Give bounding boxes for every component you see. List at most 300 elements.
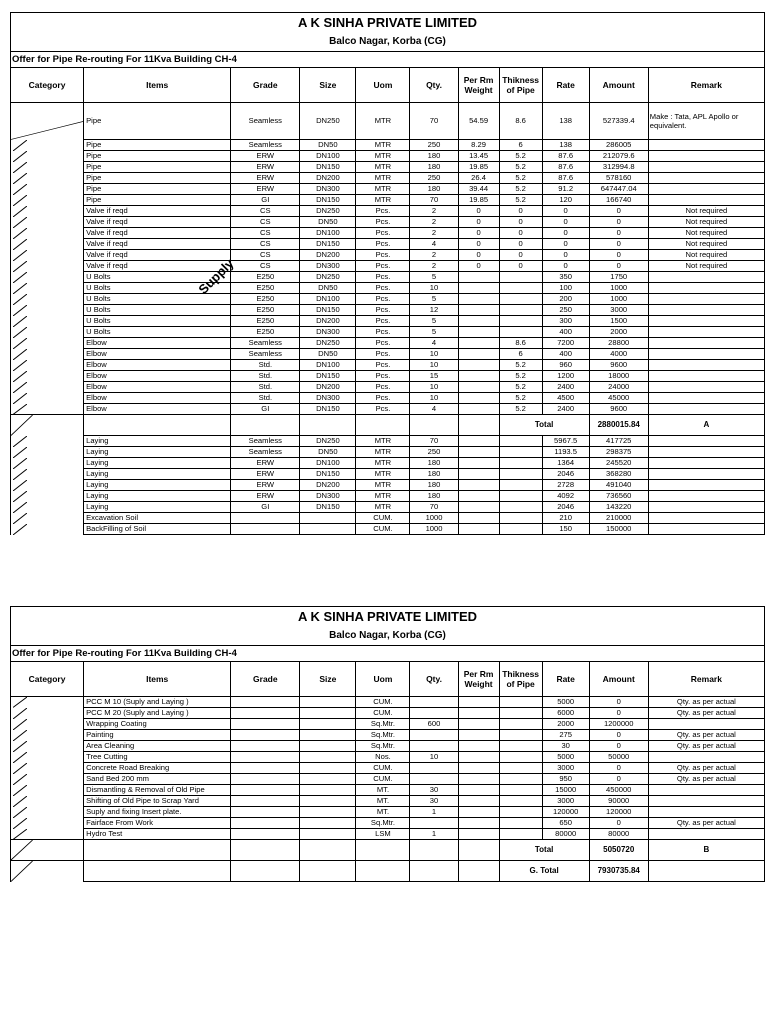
category-cell	[11, 415, 84, 436]
table-row	[11, 807, 765, 818]
items-cell: Shifting of Old Pipe to Scrap Yard	[84, 796, 231, 807]
thickness-cell	[499, 458, 542, 469]
amount-cell: 45000	[589, 393, 648, 404]
amount-cell: 647447.04	[589, 184, 648, 195]
rate-cell: 210	[542, 513, 589, 524]
slash-mark-icon	[13, 217, 27, 228]
rate-cell: 3000	[542, 763, 589, 774]
table-row	[11, 752, 765, 763]
table-row	[11, 103, 765, 140]
size-cell: DN150	[300, 305, 356, 316]
amount-cell: 736560	[589, 491, 648, 502]
remark-cell: Not required	[648, 228, 764, 239]
size-cell: DN200	[300, 480, 356, 491]
weight-cell	[458, 774, 499, 785]
table-row	[11, 719, 765, 730]
items-cell: PCC M 10 (Suply and Laying )	[84, 697, 231, 708]
remark-cell	[648, 173, 764, 184]
table-row	[11, 217, 765, 228]
grade-cell: Seamless	[231, 436, 300, 447]
qty-cell: 70	[410, 436, 458, 447]
rate-cell: 2728	[542, 480, 589, 491]
qty-cell: 5	[410, 327, 458, 338]
amount-cell: 0	[589, 697, 648, 708]
thickness-cell	[499, 502, 542, 513]
qty-cell: 10	[410, 349, 458, 360]
table-row	[11, 708, 765, 719]
weight-cell	[458, 719, 499, 730]
rate-cell: 3000	[542, 796, 589, 807]
rate-cell: 87.6	[542, 162, 589, 173]
total-remark	[648, 861, 764, 882]
table-row	[11, 283, 765, 294]
category-cell	[11, 404, 84, 415]
empty-cell	[300, 861, 356, 882]
column-header: Size	[300, 68, 356, 103]
rate-cell: 150	[542, 524, 589, 535]
uom-cell: MTR	[356, 491, 410, 502]
weight-cell	[458, 447, 499, 458]
rate-cell: 2000	[542, 719, 589, 730]
items-cell: Concrete Road Breaking	[84, 763, 231, 774]
items-cell: Valve if reqd	[84, 250, 231, 261]
rate-cell: 91.2	[542, 184, 589, 195]
qty-cell: 180	[410, 184, 458, 195]
amount-cell: 4000	[589, 349, 648, 360]
qty-cell	[410, 763, 458, 774]
grade-cell	[231, 697, 300, 708]
grade-cell: E250	[231, 294, 300, 305]
grand-total-row	[11, 861, 765, 882]
rate-cell: 5967.5	[542, 436, 589, 447]
remark-cell	[648, 469, 764, 480]
remark-cell: Qty. as per actual	[648, 741, 764, 752]
slash-mark-icon	[13, 371, 27, 382]
grade-cell	[231, 513, 300, 524]
company-title: A K SINHA PRIVATE LIMITED	[10, 12, 765, 33]
total-remark: B	[648, 840, 764, 861]
category-cell	[11, 272, 84, 283]
thickness-cell: 5.2	[499, 151, 542, 162]
weight-cell	[458, 818, 499, 829]
rate-cell: 1193.5	[542, 447, 589, 458]
slash-mark-icon	[13, 228, 27, 239]
rate-cell: 0	[542, 206, 589, 217]
qty-cell	[410, 697, 458, 708]
rate-cell: 0	[542, 250, 589, 261]
weight-cell	[458, 469, 499, 480]
amount-cell: 143220	[589, 502, 648, 513]
uom-cell: Pcs.	[356, 404, 410, 415]
thickness-cell	[499, 272, 542, 283]
category-cell	[11, 763, 84, 774]
size-cell: DN100	[300, 294, 356, 305]
items-cell: Pipe	[84, 173, 231, 184]
items-cell: U Bolts	[84, 316, 231, 327]
category-cell	[11, 294, 84, 305]
rate-cell: 30	[542, 741, 589, 752]
weight-cell	[458, 741, 499, 752]
uom-cell: CUM.	[356, 708, 410, 719]
remark-cell: Qty. as per actual	[648, 818, 764, 829]
uom-cell: Pcs.	[356, 294, 410, 305]
remark-cell	[648, 524, 764, 535]
uom-cell: MTR	[356, 162, 410, 173]
rate-cell: 138	[542, 140, 589, 151]
total-amount: 7930735.84	[589, 861, 648, 882]
size-cell	[300, 697, 356, 708]
size-cell: DN300	[300, 184, 356, 195]
rate-cell: 0	[542, 239, 589, 250]
table-row	[11, 140, 765, 151]
items-cell: Laying	[84, 502, 231, 513]
rate-cell: 2400	[542, 404, 589, 415]
weight-cell: 0	[458, 217, 499, 228]
remark-cell	[648, 393, 764, 404]
category-cell	[11, 524, 84, 535]
items-table	[10, 67, 765, 535]
size-cell	[300, 774, 356, 785]
column-header: Uom	[356, 662, 410, 697]
rate-cell: 2400	[542, 382, 589, 393]
items-cell: Laying	[84, 436, 231, 447]
amount-cell: 150000	[589, 524, 648, 535]
rate-cell: 400	[542, 349, 589, 360]
weight-cell	[458, 796, 499, 807]
column-header: Qty.	[410, 662, 458, 697]
thickness-cell: 5.2	[499, 195, 542, 206]
weight-cell	[458, 752, 499, 763]
uom-cell: MT.	[356, 785, 410, 796]
grade-cell: ERW	[231, 184, 300, 195]
items-cell: Elbow	[84, 404, 231, 415]
qty-cell: 4	[410, 239, 458, 250]
items-cell: Dismantling & Removal of Old Pipe	[84, 785, 231, 796]
grade-cell: Seamless	[231, 447, 300, 458]
grade-cell: Seamless	[231, 140, 300, 151]
size-cell	[300, 818, 356, 829]
remark-cell	[648, 382, 764, 393]
uom-cell: Pcs.	[356, 371, 410, 382]
category-cell	[11, 195, 84, 206]
items-cell: Pipe	[84, 184, 231, 195]
slash-mark-icon	[13, 382, 27, 393]
slash-mark-icon	[13, 184, 27, 195]
column-header: Category	[11, 662, 84, 697]
remark-cell	[648, 140, 764, 151]
rate-cell: 0	[542, 261, 589, 272]
thickness-cell: 5.2	[499, 393, 542, 404]
qty-cell: 2	[410, 261, 458, 272]
weight-cell	[458, 327, 499, 338]
size-cell: DN300	[300, 327, 356, 338]
table-row	[11, 763, 765, 774]
empty-cell	[410, 840, 458, 861]
amount-cell: 210000	[589, 513, 648, 524]
company-title: A K SINHA PRIVATE LIMITED	[10, 606, 765, 627]
size-cell: DN50	[300, 217, 356, 228]
amount-cell: 0	[589, 730, 648, 741]
rate-cell: 1200	[542, 371, 589, 382]
column-header: Rate	[542, 68, 589, 103]
table-row	[11, 741, 765, 752]
grade-cell	[231, 752, 300, 763]
grade-cell: Std.	[231, 360, 300, 371]
items-cell: Valve if reqd	[84, 217, 231, 228]
slash-mark-icon	[11, 415, 83, 436]
grade-cell: E250	[231, 272, 300, 283]
amount-cell: 312994.8	[589, 162, 648, 173]
grade-cell: E250	[231, 283, 300, 294]
qty-cell: 180	[410, 480, 458, 491]
uom-cell: Pcs.	[356, 250, 410, 261]
remark-cell	[648, 404, 764, 415]
table-row	[11, 393, 765, 404]
items-cell: U Bolts	[84, 327, 231, 338]
grade-cell	[231, 785, 300, 796]
slash-mark-icon	[13, 730, 27, 741]
rate-cell: 87.6	[542, 173, 589, 184]
rate-cell: 138	[542, 103, 589, 140]
grade-cell: CS	[231, 228, 300, 239]
grade-cell: Seamless	[231, 103, 300, 140]
qty-cell: 1000	[410, 513, 458, 524]
thickness-cell	[499, 513, 542, 524]
uom-cell: Sq.Mtr.	[356, 741, 410, 752]
company-location: Balco Nagar, Korba (CG)	[10, 33, 765, 51]
category-cell	[11, 741, 84, 752]
category-cell	[11, 458, 84, 469]
grade-cell: E250	[231, 305, 300, 316]
category-cell	[11, 436, 84, 447]
remark-cell	[648, 447, 764, 458]
uom-cell: Pcs.	[356, 206, 410, 217]
slash-mark-icon	[13, 195, 27, 206]
uom-cell: LSM	[356, 829, 410, 840]
weight-cell	[458, 524, 499, 535]
qty-cell: 5	[410, 316, 458, 327]
size-cell: DN100	[300, 228, 356, 239]
thickness-cell: 6	[499, 349, 542, 360]
thickness-cell: 5.2	[499, 184, 542, 195]
qty-cell: 600	[410, 719, 458, 730]
weight-cell	[458, 294, 499, 305]
category-cell	[11, 360, 84, 371]
uom-cell: Nos.	[356, 752, 410, 763]
thickness-cell	[499, 818, 542, 829]
grade-cell: CS	[231, 206, 300, 217]
slash-mark-icon	[13, 393, 27, 404]
thickness-cell	[499, 774, 542, 785]
amount-cell: 417725	[589, 436, 648, 447]
items-cell: Laying	[84, 491, 231, 502]
rate-cell: 300	[542, 316, 589, 327]
qty-cell: 10	[410, 283, 458, 294]
qty-cell: 180	[410, 491, 458, 502]
category-cell	[11, 785, 84, 796]
grade-cell: Std.	[231, 382, 300, 393]
grade-cell: GI	[231, 195, 300, 206]
rate-cell: 6000	[542, 708, 589, 719]
rate-cell: 5000	[542, 697, 589, 708]
remark-cell	[648, 752, 764, 763]
remark-cell	[648, 719, 764, 730]
amount-cell: 0	[589, 239, 648, 250]
slash-mark-icon	[13, 491, 27, 502]
weight-cell	[458, 697, 499, 708]
qty-cell: 1	[410, 807, 458, 818]
category-cell	[11, 250, 84, 261]
remark-cell	[648, 785, 764, 796]
amount-cell: 298375	[589, 447, 648, 458]
size-cell: DN250	[300, 436, 356, 447]
grade-cell: CS	[231, 217, 300, 228]
items-cell: Elbow	[84, 393, 231, 404]
uom-cell: Pcs.	[356, 261, 410, 272]
thickness-cell	[499, 829, 542, 840]
slash-mark-icon	[13, 829, 27, 840]
column-header: Items	[84, 662, 231, 697]
grade-cell	[231, 763, 300, 774]
slash-mark-icon	[13, 763, 27, 774]
category-cell	[11, 327, 84, 338]
category-cell	[11, 206, 84, 217]
amount-cell: 527339.4	[589, 103, 648, 140]
uom-cell: MTR	[356, 195, 410, 206]
thickness-cell	[499, 785, 542, 796]
uom-cell: CUM.	[356, 697, 410, 708]
thickness-cell	[499, 708, 542, 719]
rate-cell: 7200	[542, 338, 589, 349]
qty-cell: 70	[410, 195, 458, 206]
slash-mark-icon	[13, 349, 27, 360]
table-row	[11, 829, 765, 840]
category-cell	[11, 796, 84, 807]
thickness-cell: 5.2	[499, 404, 542, 415]
rate-cell: 4092	[542, 491, 589, 502]
thickness-cell	[499, 752, 542, 763]
slash-mark-icon	[13, 151, 27, 162]
category-cell	[11, 752, 84, 763]
rate-cell: 350	[542, 272, 589, 283]
table-row	[11, 294, 765, 305]
grade-cell: CS	[231, 250, 300, 261]
uom-cell: Sq.Mtr.	[356, 818, 410, 829]
table-row	[11, 796, 765, 807]
qty-cell: 30	[410, 785, 458, 796]
amount-cell: 0	[589, 206, 648, 217]
uom-cell: MT.	[356, 796, 410, 807]
rate-cell: 950	[542, 774, 589, 785]
qty-cell: 70	[410, 502, 458, 513]
column-header: Qty.	[410, 68, 458, 103]
slash-mark-icon	[13, 360, 27, 371]
thickness-cell	[499, 436, 542, 447]
company-location: Balco Nagar, Korba (CG)	[10, 627, 765, 645]
uom-cell: Pcs.	[356, 393, 410, 404]
remark-cell	[648, 371, 764, 382]
remark-cell	[648, 360, 764, 371]
weight-cell	[458, 283, 499, 294]
amount-cell: 1200000	[589, 719, 648, 730]
remark-cell	[648, 151, 764, 162]
remark-cell	[648, 458, 764, 469]
weight-cell: 0	[458, 206, 499, 217]
uom-cell: Pcs.	[356, 316, 410, 327]
thickness-cell	[499, 316, 542, 327]
items-cell: U Bolts	[84, 294, 231, 305]
category-cell	[11, 491, 84, 502]
grade-cell	[231, 818, 300, 829]
rate-cell: 275	[542, 730, 589, 741]
slash-mark-icon	[13, 338, 27, 349]
items-cell: Hydro Test	[84, 829, 231, 840]
column-header: Remark	[648, 68, 764, 103]
remark-cell	[648, 327, 764, 338]
qty-cell: 2	[410, 228, 458, 239]
uom-cell: MTR	[356, 458, 410, 469]
table-row	[11, 524, 765, 535]
size-cell: DN250	[300, 338, 356, 349]
empty-cell	[84, 861, 231, 882]
grade-cell: CS	[231, 261, 300, 272]
qty-cell: 2	[410, 206, 458, 217]
grade-cell: CS	[231, 239, 300, 250]
size-cell: DN100	[300, 360, 356, 371]
category-cell	[11, 447, 84, 458]
uom-cell: MT.	[356, 807, 410, 818]
remark-cell	[648, 829, 764, 840]
slash-mark-icon	[13, 774, 27, 785]
slash-mark-icon	[13, 447, 27, 458]
items-cell: Laying	[84, 447, 231, 458]
thickness-cell	[499, 796, 542, 807]
amount-cell: 1000	[589, 283, 648, 294]
empty-cell	[356, 415, 410, 436]
slash-mark-icon	[13, 327, 27, 338]
weight-cell	[458, 393, 499, 404]
remark-cell	[648, 316, 764, 327]
amount-cell: 0	[589, 763, 648, 774]
items-table	[10, 661, 765, 882]
items-cell: Pipe	[84, 195, 231, 206]
category-cell	[11, 708, 84, 719]
weight-cell	[458, 785, 499, 796]
grade-cell: ERW	[231, 491, 300, 502]
amount-cell: 578160	[589, 173, 648, 184]
items-cell: Pipe	[84, 162, 231, 173]
table-row	[11, 261, 765, 272]
rate-cell: 80000	[542, 829, 589, 840]
uom-cell: MTR	[356, 103, 410, 140]
amount-cell: 245520	[589, 458, 648, 469]
qty-cell: 70	[410, 103, 458, 140]
category-cell	[11, 807, 84, 818]
thickness-cell: 8.6	[499, 103, 542, 140]
slash-mark-icon	[13, 513, 27, 524]
category-cell	[11, 697, 84, 708]
table-row	[11, 349, 765, 360]
weight-cell	[458, 360, 499, 371]
slash-mark-icon	[13, 173, 27, 184]
grade-cell: E250	[231, 327, 300, 338]
table-row	[11, 436, 765, 447]
thickness-cell	[499, 763, 542, 774]
offer-title: Offer for Pipe Re-routing For 11Kva Building CH-4	[10, 645, 765, 661]
rate-cell: 15000	[542, 785, 589, 796]
amount-cell: 120000	[589, 807, 648, 818]
category-cell	[11, 162, 84, 173]
